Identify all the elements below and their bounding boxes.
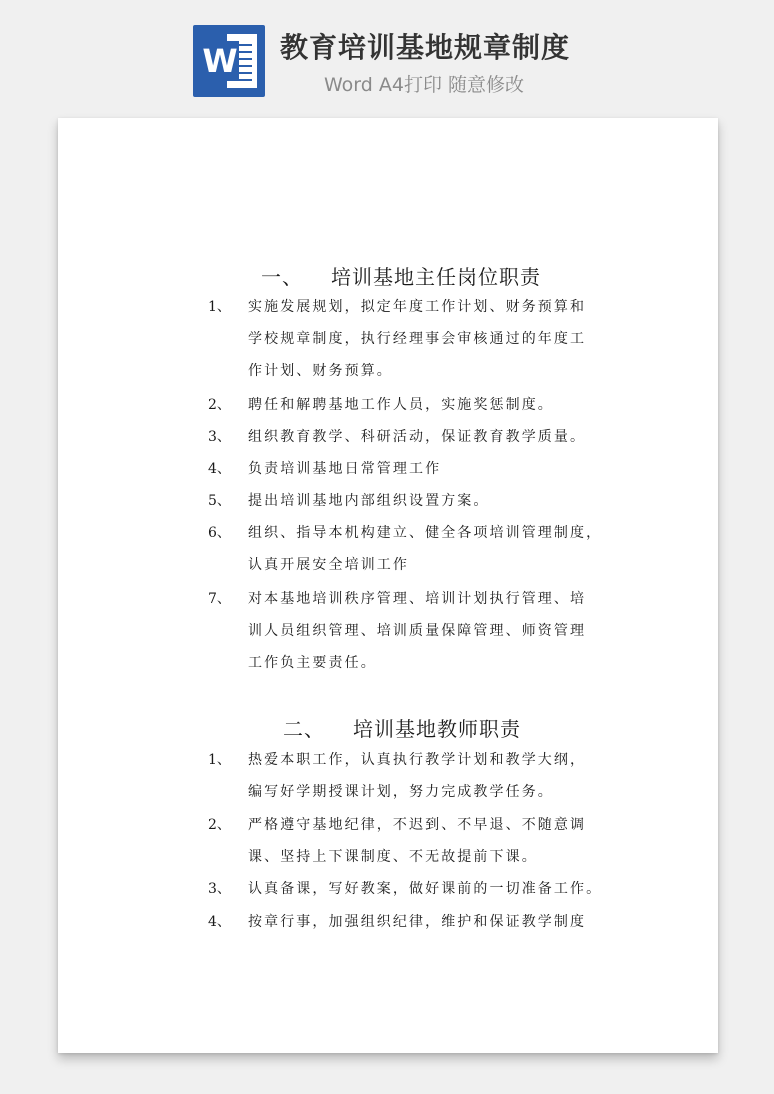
item-index: 4、	[208, 914, 231, 930]
item-index: 2、	[208, 397, 231, 413]
section-heading	[283, 713, 521, 742]
item-text-line: 工作负主要责任。	[248, 655, 377, 671]
page-title: 教育培训基地规章制度	[280, 31, 571, 64]
item-index: 4、	[208, 461, 231, 477]
section-title: 培训基地主任岗位职责	[331, 265, 541, 289]
item-text-line: 编写好学期授课计划，努力完成教学任务。	[248, 784, 554, 800]
item-text-line: 热爱本职工作，认真执行教学计划和教学大纲，	[248, 752, 587, 768]
item-text-line: 组织、指导本机构建立、健全各项培训管理制度，	[248, 525, 603, 541]
item-text-line: 组织教育教学、科研活动，保证教育教学质量。	[248, 429, 587, 445]
item-text-line: 按章行事，加强组织纪律，维护和保证教学制度	[248, 914, 587, 930]
item-text-line: 训人员组织管理、培训质量保障管理、师资管理	[248, 623, 587, 639]
item-index: 5、	[208, 493, 231, 509]
item-text-line: 提出培训基地内部组织设置方案。	[248, 493, 490, 509]
item-text-line: 认真备课，写好教案，做好课前的一切准备工作。	[248, 881, 603, 897]
item-text-line: 作计划、财务预算。	[248, 363, 393, 379]
item-text-line: 负责培训基地日常管理工作	[248, 461, 442, 477]
section-number: 二、	[283, 717, 325, 741]
section-heading	[261, 261, 541, 290]
item-index: 1、	[208, 752, 231, 768]
item-text-line: 课、坚持上下课制度、不无故提前下课。	[248, 849, 538, 865]
document-page	[58, 118, 718, 1053]
header	[0, 0, 774, 115]
page-subtitle: Word A4打印 随意修改	[324, 74, 525, 96]
item-index: 7、	[208, 591, 231, 607]
item-text-line: 聘任和解聘基地工作人员，实施奖惩制度。	[248, 397, 554, 413]
word-document-icon	[193, 25, 265, 97]
item-index: 6、	[208, 525, 231, 541]
item-text-line: 实施发展规划，拟定年度工作计划、财务预算和	[248, 299, 587, 315]
item-text-line: 严格遵守基地纪律，不迟到、不早退、不随意调	[248, 817, 587, 833]
section-number: 一、	[261, 265, 303, 289]
item-index: 2、	[208, 817, 231, 833]
section-title: 培训基地教师职责	[353, 717, 521, 741]
item-index: 3、	[208, 429, 231, 445]
item-text-line: 认真开展安全培训工作	[248, 557, 409, 573]
word-letter-badge: W	[202, 42, 238, 80]
item-index: 1、	[208, 299, 231, 315]
item-text-line: 对本基地培训秩序管理、培训计划执行管理、培	[248, 591, 587, 607]
item-index: 3、	[208, 881, 231, 897]
item-text-line: 学校规章制度，执行经理事会审核通过的年度工	[248, 331, 587, 347]
